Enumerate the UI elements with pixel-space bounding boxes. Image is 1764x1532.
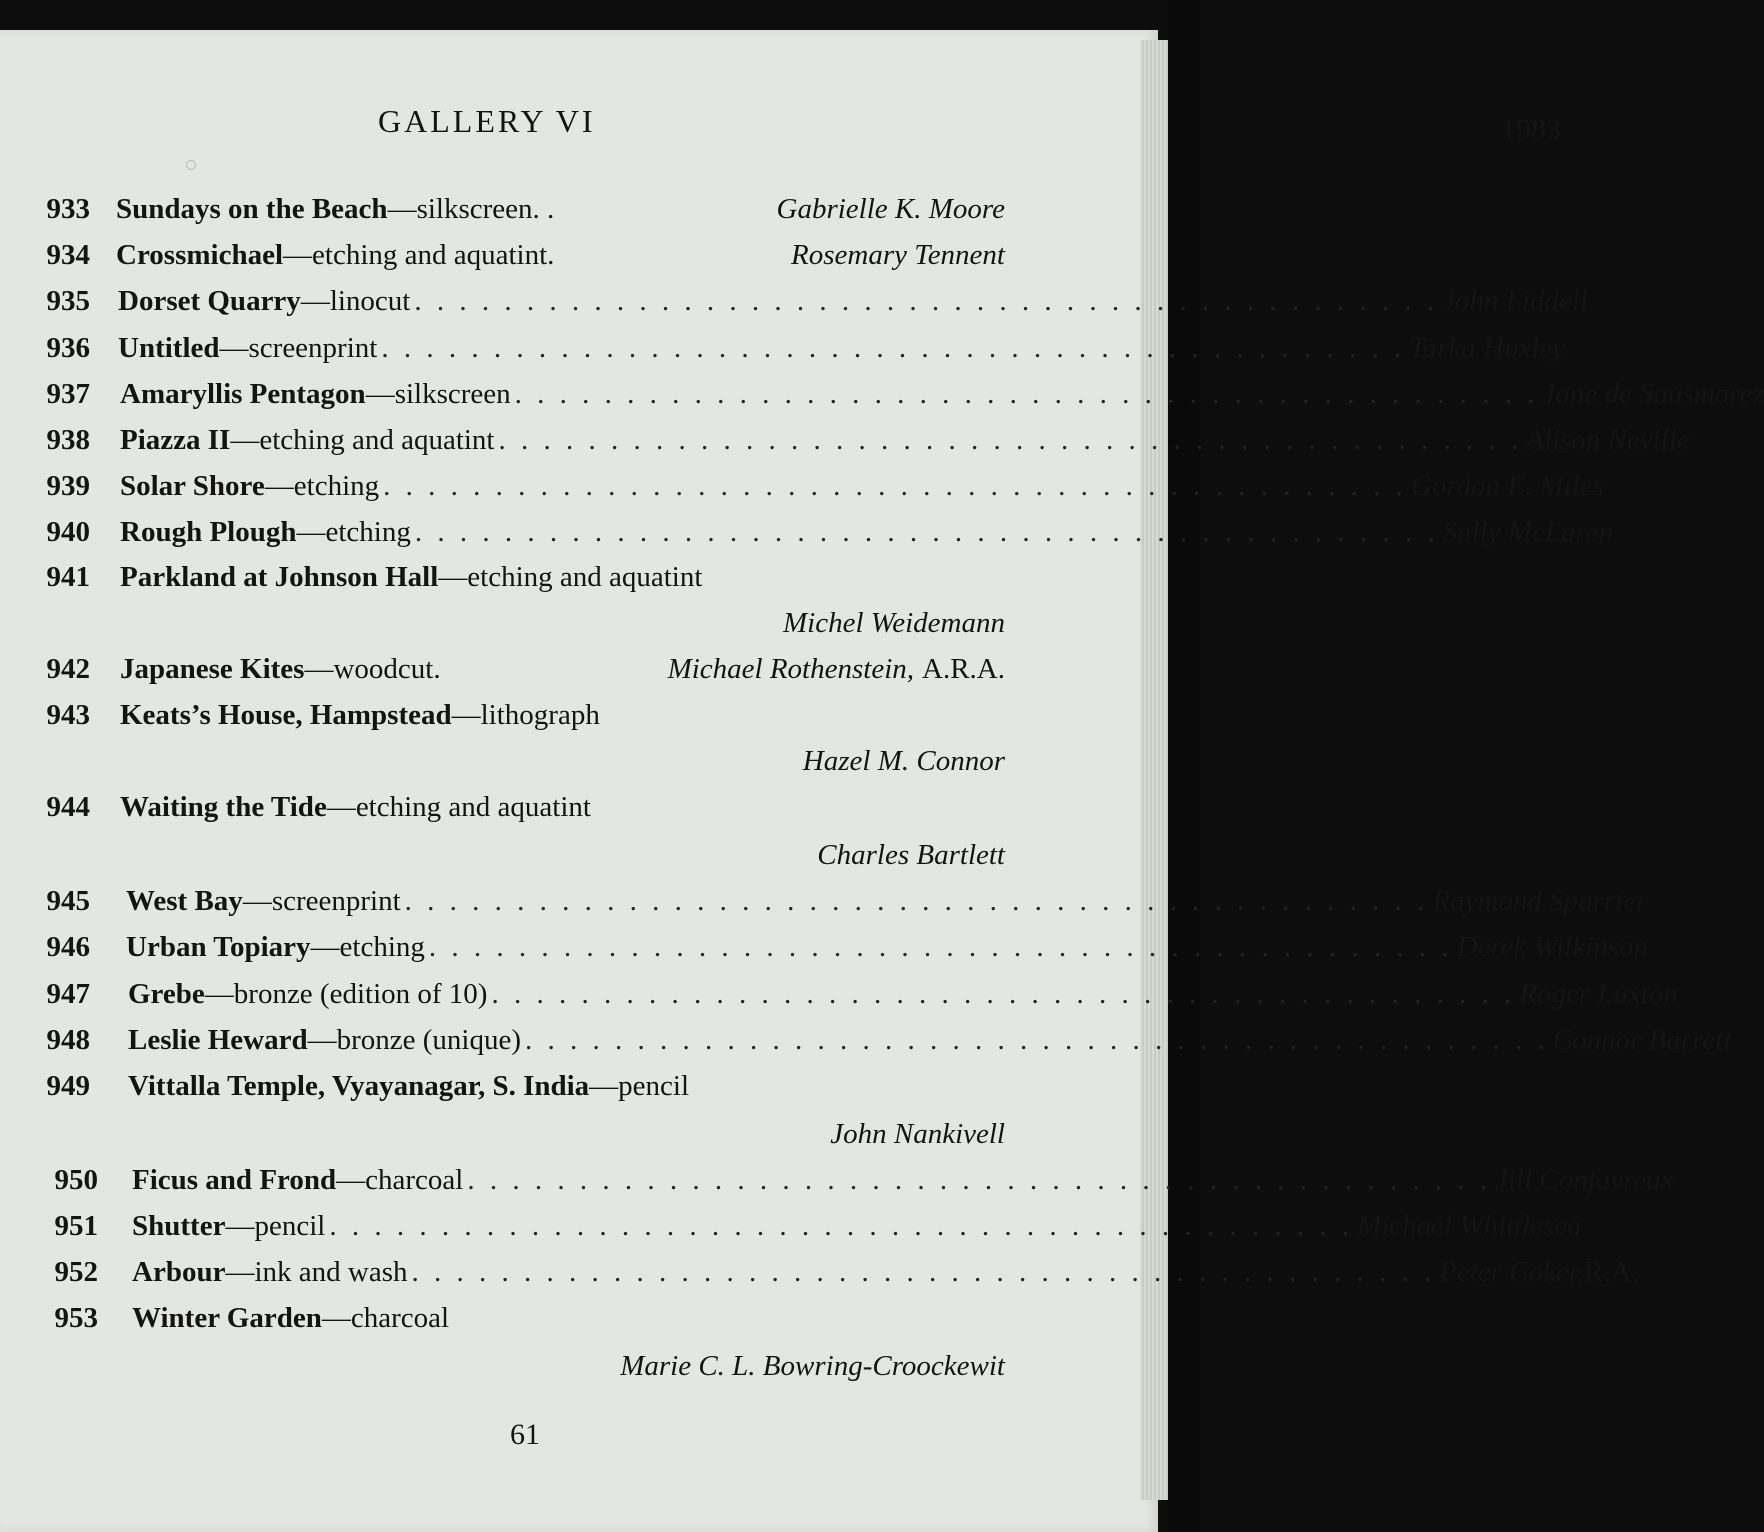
catalogue-entry bbox=[0, 417, 1690, 463]
catalogue-entry bbox=[0, 186, 1005, 232]
entry-artist: Marie C. L. Bowring-Croockewit bbox=[620, 1350, 1005, 1382]
entry-title: Crossmichael bbox=[116, 239, 284, 271]
entry-medium: —silkscreen. . bbox=[387, 193, 555, 225]
dot-leader: . . . . . . . . . . . . . . . . . . . . . . . . . . . . . . . . . . . . . . . . . . . . . . bbox=[525, 1024, 1549, 1056]
dot-leader: . . . . . . . . . . . . . . . . . . . . . . . . . . . . . . . . . . . . . . . . . . . . . . bbox=[428, 931, 1453, 963]
catalogue-entry bbox=[0, 232, 1005, 278]
entry-suffix: A.R.A. bbox=[922, 653, 1005, 685]
entry-title: Rough Plough bbox=[120, 516, 297, 548]
page-number: 61 bbox=[510, 1418, 540, 1451]
entry-title: Arbour bbox=[132, 1256, 226, 1288]
scan-border bbox=[1168, 0, 1200, 1532]
entry-medium: —etching and aquatint bbox=[326, 791, 591, 823]
entry-medium: —etching and aquatint bbox=[438, 561, 703, 593]
entry-artist: Peter Coker, bbox=[1439, 1256, 1585, 1288]
entry-medium: —etching bbox=[310, 931, 425, 963]
catalogue-entry bbox=[0, 878, 1648, 924]
dot-leader: . . . . . . . . . . . . . . . . . . . . . . . . . . . . . . . . . . . . . . . . . . . . . . bbox=[329, 1210, 1354, 1242]
entry-artist: Rosemary Tennent bbox=[791, 239, 1005, 271]
entry-number: 941 bbox=[46, 561, 90, 593]
dot-leader: . . . . . . . . . . . . . . . . . . . . . . . . . . . . . . . . . . . . . . . . . . . . . . bbox=[381, 332, 1406, 364]
catalogue-entry bbox=[0, 1203, 1582, 1249]
catalogue-entry bbox=[0, 1017, 1732, 1063]
catalogue-entry bbox=[0, 325, 1566, 371]
entry-artist: John Nankivell bbox=[830, 1118, 1005, 1150]
entry-artist: Jill Confavreux bbox=[1495, 1164, 1674, 1196]
dot-leader: . . . . . . . . . . . . . . . . . . . . . . . . . . . . . . . . . . . . . . . . . . . . . . bbox=[514, 378, 1539, 410]
entry-artist: Tarka Huxley bbox=[1409, 332, 1566, 364]
entry-medium: —bronze (edition of 10) bbox=[204, 978, 488, 1010]
entry-title: Dorset Quarry bbox=[118, 285, 301, 317]
entry-medium: —etching and aquatint. bbox=[283, 239, 555, 271]
entry-number: 933 bbox=[46, 193, 90, 225]
entry-number: 949 bbox=[46, 1070, 90, 1102]
entry-medium: —charcoal bbox=[336, 1164, 464, 1196]
dot-leader: . . . . . . . . . . . . . . . . . . . . . . . . . . . . . . . . . . . . . . . . . . . . . . bbox=[414, 516, 1439, 548]
entry-number: 944 bbox=[46, 791, 90, 823]
dot-leader: . . . . . . . . . . . . . . . . . . . . . . . . . . . . . . . . . . . . . . . . . . . . . . bbox=[498, 424, 1523, 456]
catalogue-entry bbox=[0, 784, 1005, 878]
entry-medium: —bronze (unique) bbox=[307, 1024, 522, 1056]
catalogue-entry bbox=[0, 1063, 1005, 1157]
catalogue-entry bbox=[0, 371, 1764, 417]
entry-artist: Derek Wilkinson bbox=[1456, 931, 1649, 963]
entry-number: 948 bbox=[46, 1024, 90, 1056]
entry-medium: —ink and wash bbox=[225, 1256, 408, 1288]
entry-number: 938 bbox=[46, 424, 90, 456]
page-mark bbox=[186, 160, 196, 170]
entry-title: Leslie Heward bbox=[128, 1024, 308, 1056]
entry-number: 950 bbox=[54, 1164, 98, 1196]
entry-title: Amaryllis Pentagon bbox=[120, 378, 366, 410]
catalogue-entry bbox=[0, 463, 1604, 509]
entry-artist: Sally McLaren bbox=[1442, 516, 1614, 548]
entry-artist: Hazel M. Connor bbox=[802, 745, 1005, 777]
entry-title: Shutter bbox=[132, 1210, 226, 1242]
catalogue-entry bbox=[0, 971, 1678, 1017]
entry-number: 937 bbox=[46, 378, 90, 410]
catalogue-entry bbox=[0, 646, 1005, 692]
catalogue-entry bbox=[0, 1157, 1674, 1203]
entry-medium: —screenprint bbox=[242, 885, 401, 917]
entry-number: 947 bbox=[46, 978, 90, 1010]
entry-number: 935 bbox=[46, 285, 90, 317]
year-heading: 1983 bbox=[1501, 113, 1561, 146]
entry-title: Keats’s House, Hampstead bbox=[120, 699, 452, 731]
entry-medium: —screenprint bbox=[219, 332, 378, 364]
entry-suffix: R.A. bbox=[1584, 1256, 1639, 1288]
entry-title: Urban Topiary bbox=[126, 931, 311, 963]
entry-medium: —lithograph bbox=[451, 699, 600, 731]
entry-artist: John Liddell bbox=[1442, 285, 1588, 317]
dot-leader: . . . . . . . . . . . . . . . . . . . . . . . . . . . . . . . . . . . . . . . . . . . . . . bbox=[491, 978, 1516, 1010]
entry-title: Vittalla Temple, Vyayanagar, S. India bbox=[128, 1070, 590, 1102]
entry-title: Sundays on the Beach bbox=[116, 193, 388, 225]
entry-medium: —linocut bbox=[300, 285, 411, 317]
entry-medium: —woodcut. bbox=[304, 653, 441, 685]
catalogue-entry bbox=[0, 1249, 1639, 1295]
entry-title: Japanese Kites bbox=[120, 653, 305, 685]
dot-leader: . . . . . . . . . . . . . . . . . . . . . . . . . . . . . . . . . . . . . . . . . . . . . . bbox=[404, 885, 1429, 917]
entry-title: Solar Shore bbox=[120, 470, 265, 502]
entry-artist: Roger Luxton bbox=[1519, 978, 1678, 1010]
entry-title: Winter Garden bbox=[132, 1302, 322, 1334]
catalogue-entry bbox=[0, 509, 1614, 555]
entry-number: 946 bbox=[46, 931, 90, 963]
entry-artist: Gordon E. Miles bbox=[1410, 470, 1604, 502]
entry-artist: Michael Rothenstein, bbox=[667, 653, 915, 685]
entry-title: Ficus and Frond bbox=[132, 1164, 337, 1196]
entry-number: 940 bbox=[46, 516, 90, 548]
entry-number: 952 bbox=[54, 1256, 98, 1288]
entry-medium: —pencil bbox=[225, 1210, 326, 1242]
entry-number: 936 bbox=[46, 332, 90, 364]
entry-number: 945 bbox=[46, 885, 90, 917]
entry-title: West Bay bbox=[126, 885, 243, 917]
entry-artist: Jane de Sausmarez bbox=[1542, 378, 1764, 410]
entry-artist: Michael Whittlesea bbox=[1357, 1210, 1582, 1242]
entry-medium: —charcoal bbox=[321, 1302, 450, 1334]
entry-number: 939 bbox=[46, 470, 90, 502]
catalogue-entry bbox=[0, 1295, 1005, 1389]
dot-leader: . . . . . . . . . . . . . . . . . . . . . . . . . . . . . . . . . . . . . . . . . . . . . . bbox=[467, 1164, 1492, 1196]
entry-medium: —etching bbox=[264, 470, 380, 502]
entry-title: Untitled bbox=[118, 332, 220, 364]
gallery-heading: GALLERY VI bbox=[378, 103, 596, 139]
entry-medium: —etching bbox=[296, 516, 411, 548]
dot-leader: . . . . . . . . . . . . . . . . . . . . . . . . . . . . . . . . . . . . . . . . . . . . . . bbox=[411, 1256, 1436, 1288]
entry-title: Piazza II bbox=[120, 424, 231, 456]
entry-number: 943 bbox=[46, 699, 90, 731]
entry-title: Waiting the Tide bbox=[120, 791, 327, 823]
catalogue-entry bbox=[0, 924, 1649, 970]
entry-number: 953 bbox=[54, 1302, 98, 1334]
entry-artist: Michel Weidemann bbox=[782, 607, 1005, 639]
entry-medium: —pencil bbox=[589, 1070, 690, 1102]
entry-artist: Charles Bartlett bbox=[817, 839, 1005, 871]
entry-medium: —etching and aquatint bbox=[230, 424, 495, 456]
dot-leader: . . . . . . . . . . . . . . . . . . . . . . . . . . . . . . . . . . . . . . . . . . . . . . bbox=[414, 285, 1439, 317]
entry-artist: Alison Neville bbox=[1526, 424, 1690, 456]
entry-number: 951 bbox=[54, 1210, 98, 1242]
entry-title: Grebe bbox=[128, 978, 205, 1010]
entry-number: 942 bbox=[46, 653, 90, 685]
dot-leader: . . . . . . . . . . . . . . . . . . . . . . . . . . . . . . . . . . . . . . . . . . . . . . bbox=[383, 470, 1407, 502]
entry-medium: —silkscreen bbox=[365, 378, 511, 410]
catalogue-entry bbox=[0, 692, 1005, 784]
entry-number: 934 bbox=[46, 239, 90, 271]
entry-artist: Connor Barrett bbox=[1552, 1024, 1732, 1056]
catalogue-entry bbox=[0, 554, 1005, 646]
entry-artist: Raymond Spurrier bbox=[1432, 885, 1648, 917]
entry-title: Parkland at Johnson Hall bbox=[120, 561, 439, 593]
catalogue-entry bbox=[0, 278, 1588, 324]
entry-artist: Gabrielle K. Moore bbox=[776, 193, 1005, 225]
